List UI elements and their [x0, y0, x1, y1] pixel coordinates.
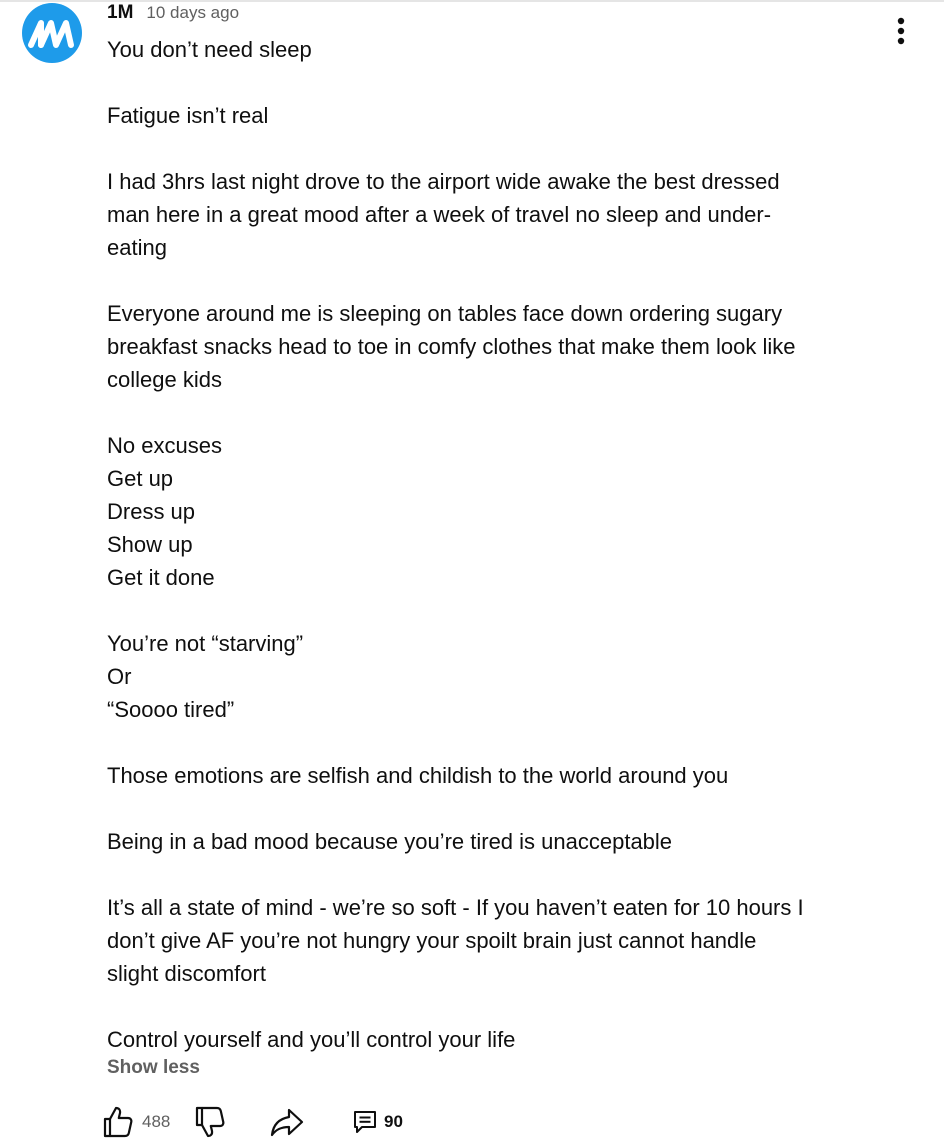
post-text-line: I had 3hrs last night drove to the airport wide awake the best dressed	[107, 169, 780, 194]
dislike-button[interactable]	[192, 1102, 228, 1142]
post-text-line: Get up	[107, 466, 174, 491]
post-text-line: breakfast snacks head to toe in comfy clothes that make them look like	[107, 334, 796, 359]
post-text-line: It’s all a state of mind - we’re so soft - If you haven’t eaten for 10 hours I	[107, 895, 804, 920]
post-text-line: Control yourself and you’ll control your life	[107, 1027, 516, 1052]
blank-line	[107, 594, 877, 627]
blank-line	[107, 792, 877, 825]
post-text-line: Everyone around me is sleeping on tables face down ordering sugary	[107, 301, 783, 326]
show-less-button[interactable]: Show less	[107, 1057, 200, 1078]
post-text-line: You’re not “starving”	[107, 631, 304, 656]
more-vertical-icon	[897, 17, 905, 45]
action-menu-button[interactable]	[884, 14, 918, 48]
post-text-line: Fatigue isn’t real	[107, 103, 269, 128]
post-text-line: “Soooo tired”	[107, 697, 235, 722]
post-text-line: man here in a great mood after a week of travel no sleep and under-	[107, 202, 772, 227]
post-text-line: You don’t need sleep	[107, 37, 312, 62]
blank-line	[107, 990, 877, 1023]
post-timestamp[interactable]: 10 days ago	[146, 3, 240, 22]
post-text-line: Show up	[107, 532, 193, 557]
thumbs-down-icon	[192, 1104, 228, 1140]
post-text-line: Being in a bad mood because you’re tired is unacceptable	[107, 829, 673, 854]
blank-line	[107, 66, 877, 99]
author-name[interactable]: 1M	[107, 2, 134, 23]
comment-count: 90	[384, 1112, 403, 1131]
avatar[interactable]	[22, 3, 82, 63]
share-icon	[268, 1104, 306, 1140]
post-body	[107, 33, 877, 1056]
blank-line	[107, 858, 877, 891]
blank-line	[107, 396, 877, 429]
post-text-line: don’t give AF you’re not hungry your spoilt brain just cannot handle	[107, 928, 757, 953]
post-text-line: college kids	[107, 367, 222, 392]
comment-icon	[352, 1109, 378, 1135]
post-text-line: No excuses	[107, 433, 222, 458]
post-text-line: Those emotions are selfish and childish to the world around you	[107, 763, 729, 788]
post-text-line: Dress up	[107, 499, 196, 524]
post-text-line: eating	[107, 235, 167, 260]
thumbs-up-icon	[100, 1104, 136, 1140]
post-text-line: Or	[107, 664, 132, 689]
channel-logo-icon	[27, 16, 77, 50]
comment-button[interactable]	[352, 1102, 403, 1142]
share-button[interactable]	[268, 1102, 306, 1142]
post-text-line: Get it done	[107, 565, 215, 590]
blank-line	[107, 132, 877, 165]
like-count: 488	[142, 1112, 171, 1131]
post-actions	[100, 1102, 520, 1142]
post-text-line: slight discomfort	[107, 961, 266, 986]
like-button[interactable]	[100, 1102, 170, 1142]
blank-line	[107, 726, 877, 759]
blank-line	[107, 264, 877, 297]
post-header	[107, 2, 239, 26]
